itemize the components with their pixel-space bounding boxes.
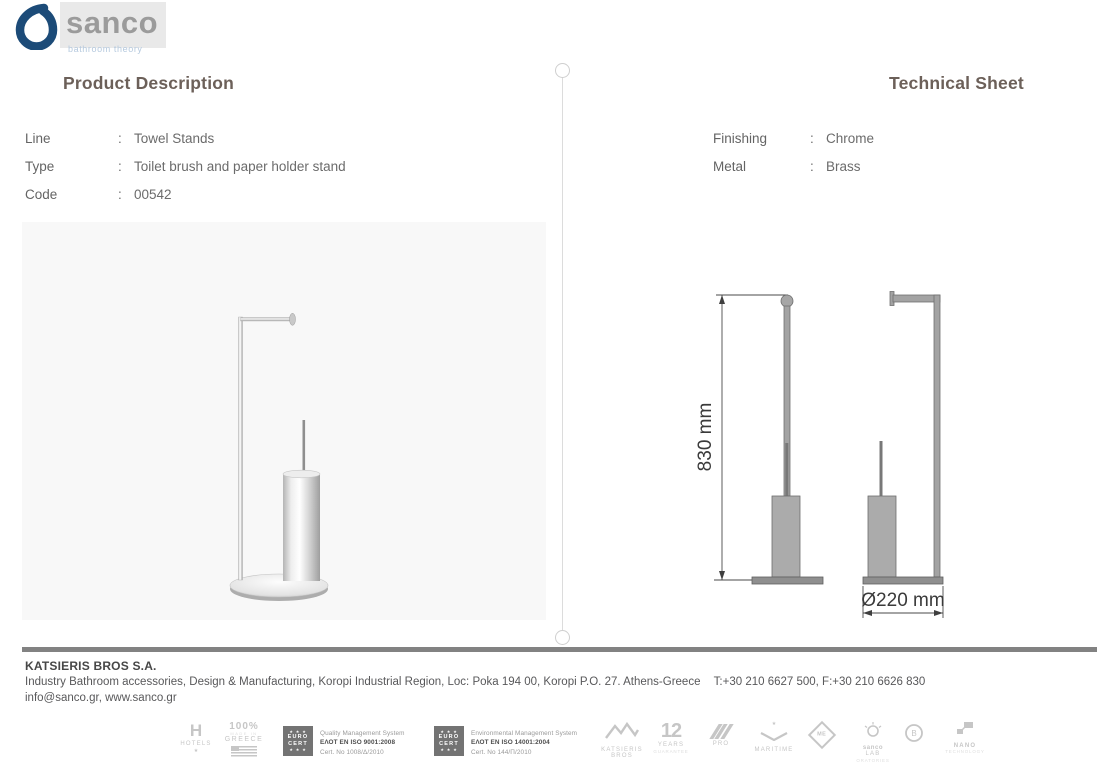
product-photo	[22, 222, 546, 620]
technical-drawing	[690, 285, 975, 620]
circle-b-icon	[903, 722, 925, 744]
arrow-up	[719, 295, 725, 304]
12-years-guarantee-logo: 12 YEARS GUARANTEE	[653, 720, 689, 754]
maritime-logo: ★ MARITIME	[748, 722, 800, 754]
nano-technology-logo: NANO TECHNOLOGY	[942, 722, 988, 755]
sanco-lab-logo: sanco LAB ORATORIES	[852, 722, 894, 764]
spec-label: Code	[25, 186, 58, 202]
spec-label: Type	[25, 158, 55, 174]
spec-label: Line	[25, 130, 51, 146]
water-drop-icon	[14, 2, 58, 50]
arm-end-disc	[290, 313, 296, 325]
spec-value: Toilet brush and paper holder stand	[134, 158, 346, 174]
hotels-h-icon: H	[189, 721, 203, 740]
company-address	[25, 676, 925, 688]
svg-text:B: B	[911, 729, 917, 738]
front-view-pole	[934, 295, 940, 577]
iso-9001-text: Quality Management System ΕΛΟΤ EN ISO 9001:2008 Cert. No 1008/Δ/2010	[320, 730, 405, 756]
spec-row-line	[25, 124, 346, 152]
logo-text-block	[60, 2, 166, 54]
made-in-greece-logo: 100% MADE IN GREECE	[222, 722, 266, 757]
technical-specs	[713, 124, 874, 180]
company-name: KATSIERIS BROS S.A.	[25, 659, 157, 673]
phone-fax: T:+30 210 6627 500, F:+30 210 6626 830	[713, 676, 926, 688]
side-view-brush-handle	[785, 443, 788, 496]
side-view-ball	[781, 295, 793, 307]
star-icon: ★	[771, 721, 777, 727]
mountains-icon	[604, 722, 640, 740]
center-divider-line	[562, 77, 563, 631]
front-view-cylinder	[868, 496, 896, 577]
spec-colon: :	[118, 186, 122, 202]
diagonal-bars-icon	[702, 724, 740, 739]
front-view-base	[863, 577, 943, 584]
brand-name: sanco	[66, 5, 159, 40]
diameter-dimension-label: Ø220 mm	[861, 590, 945, 611]
eurocert-badge-environmental: ★ ★ ★ EURO CERT ★ ★ ★	[434, 726, 464, 756]
spec-label: Metal	[713, 158, 747, 174]
home-diamond-logo	[804, 722, 840, 745]
divider-top-dot	[555, 63, 570, 78]
technical-sheet-title: Technical Sheet	[889, 73, 1024, 93]
front-view-arm	[893, 295, 940, 302]
stand-pole	[239, 317, 243, 580]
hotels-logo: H HOTELS ★	[176, 722, 216, 754]
cylinder-top	[283, 470, 320, 478]
side-view-base	[752, 577, 823, 584]
diamond-icon: ME	[808, 721, 836, 749]
spec-colon: :	[118, 130, 122, 146]
sanco-logo	[14, 2, 166, 54]
spec-colon: :	[118, 158, 122, 174]
arrow-down	[719, 571, 725, 580]
height-dimension-label: 830 mm	[695, 402, 716, 472]
product-specs	[25, 124, 346, 208]
front-view-brush-handle	[880, 441, 883, 496]
divider-bottom-dot	[555, 630, 570, 645]
company-contacts: info@sanco.gr, www.sanco.gr	[25, 692, 177, 704]
spec-row-code	[25, 180, 346, 208]
brand-tagline: bathroom theory	[68, 44, 143, 54]
product-description-title: Product Description	[63, 73, 235, 93]
spec-row-type	[25, 152, 346, 180]
pixel-squares-icon	[956, 722, 974, 736]
idea-drop-icon	[863, 722, 883, 738]
address-text: Industry Bathroom accessories, Design & Manufacturing, Koropi Industrial Region, Loc: Poka 194 00, Koropi P.O. 27. Athens-Greece	[25, 676, 701, 688]
product-photo-panel	[22, 222, 546, 620]
brush-handle	[303, 420, 306, 476]
katsieris-bros-logo: KATSIERIS BROS	[598, 722, 646, 760]
side-view-cylinder	[772, 496, 800, 577]
chevron-wave-icon	[759, 731, 789, 741]
star-icon: ★	[193, 747, 199, 754]
b-certification-logo	[898, 722, 930, 749]
spec-row-metal	[713, 152, 874, 180]
brush-holder-cylinder	[283, 474, 320, 581]
greek-flag-icon	[231, 746, 257, 757]
paper-holder-arm	[241, 318, 291, 322]
spec-row-finishing	[713, 124, 874, 152]
spec-value: 00542	[134, 186, 172, 202]
footer-separator-bar	[22, 647, 1097, 652]
spec-value: Brass	[826, 158, 861, 174]
eurocert-badge-quality: ★ ★ ★ EURO CERT ★ ★ ★	[283, 726, 313, 756]
spec-label: Finishing	[713, 130, 768, 146]
pro-logo: PRO	[702, 722, 740, 748]
iso-14001-text: Environmental Management System ΕΛΟΤ EN ISO 14001:2004 Cert. No 144/Π/2010	[471, 730, 578, 756]
spec-colon: :	[810, 158, 814, 174]
spec-value: Towel Stands	[134, 130, 215, 146]
spec-value: Chrome	[826, 130, 875, 146]
spec-colon: :	[810, 130, 814, 146]
